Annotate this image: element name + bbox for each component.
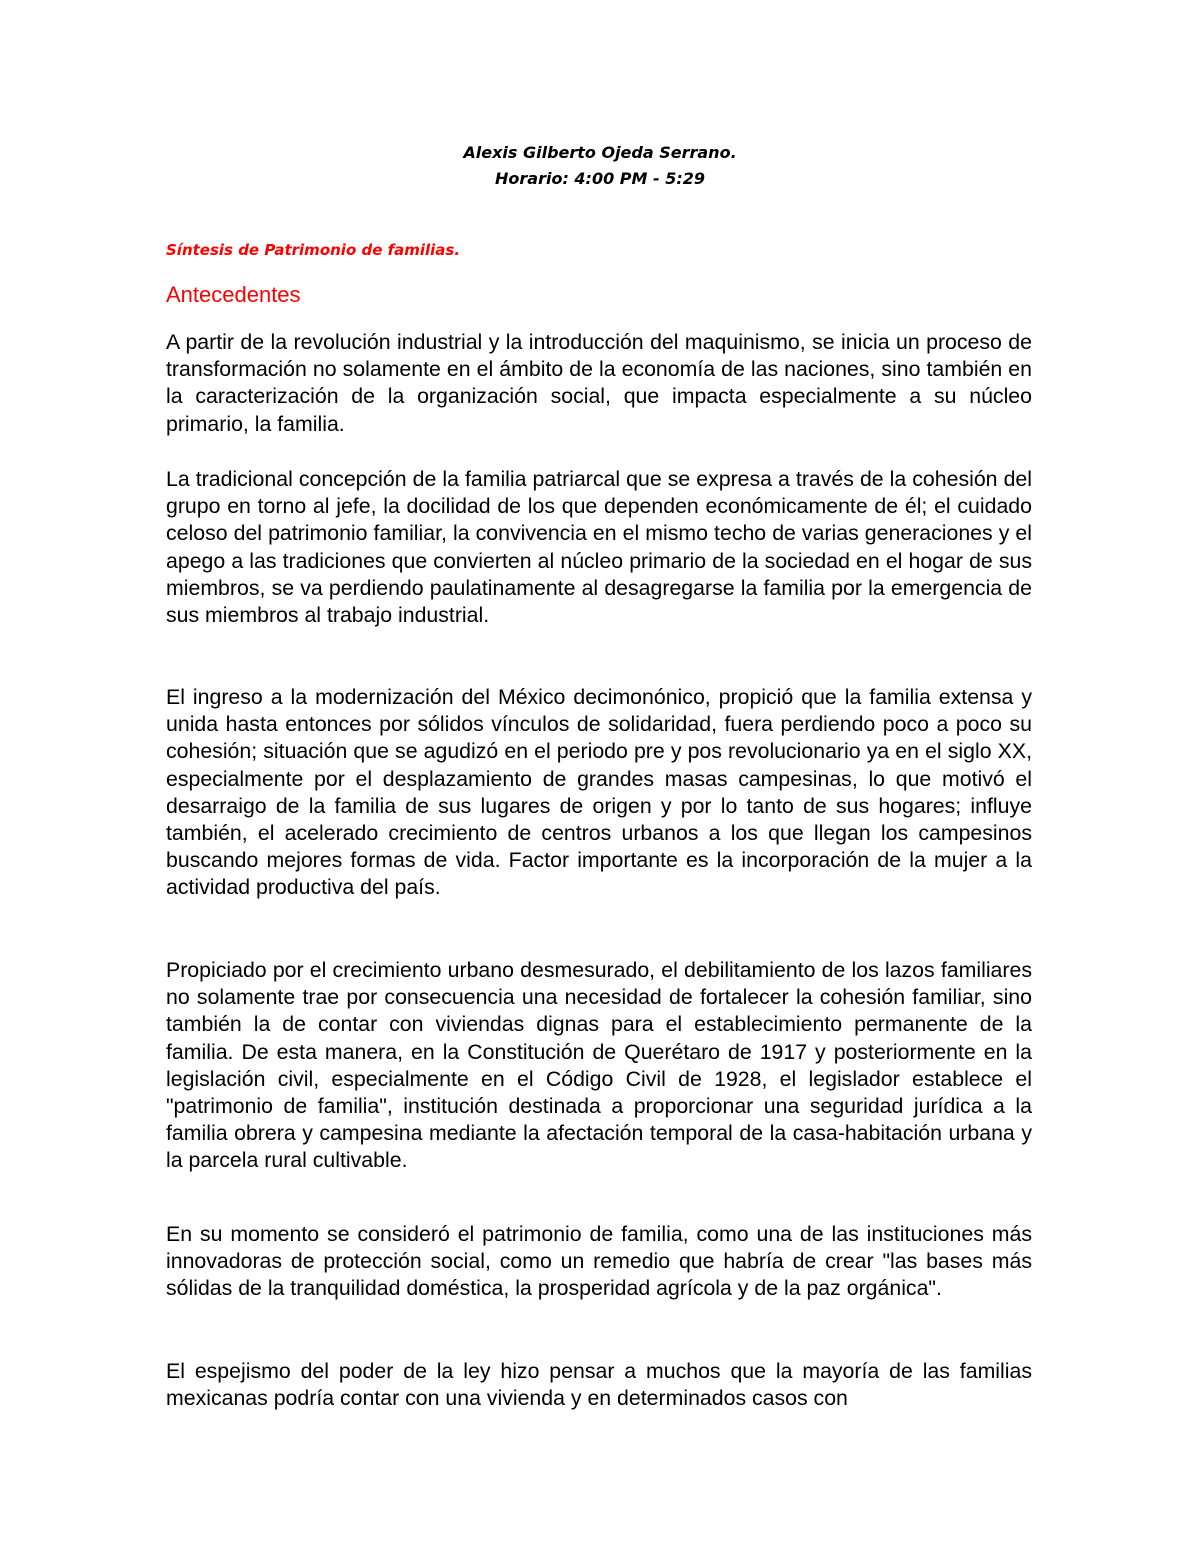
paragraph-4: Propiciado por el crecimiento urbano desmesurado, el debilitamiento de los lazos familiares no solamente trae por consecuencia una necesidad de fortalecer la cohesión familiar, sino también la de contar con viviendas dignas para el establecimiento permanente de la familia. De esta manera, en la Constitución de Querétaro de 1917 y posteriormente en la legislación civil, especialmente en el Código Civil de 1928, el legislador establece el "patrimonio de familia", institución destinada a proporcionar una seguridad jurídica a la familia obrera y campesina mediante la afectación temporal de la casa-habitación urbana y la parcela rural cultivable. xyxy=(166,958,1032,1173)
paragraph-2: La tradicional concepción de la familia patriarcal que se expresa a través de la cohesión del grupo en torno al jefe, la docilidad de los que dependen económicamente de él; el cuidado celoso del patrimonio familiar, la convivencia en el mismo techo de varias generaciones y el apego a las tradiciones que convierten al núcleo primario de la sociedad en el hogar de sus miembros, se va perdiendo paulatinamente al desagregarse la familia por la emergencia de sus miembros al trabajo industrial. xyxy=(166,467,1032,628)
author-name: Alexis Gilberto Ojeda Serrano. xyxy=(463,143,737,162)
class-schedule: Horario: 4:00 PM - 5:29 xyxy=(495,169,705,188)
paragraph-5: En su momento se consideró el patrimonio de familia, como una de las instituciones más innovadoras de protección social, como un remedio que habría de crear "las bases más sólidas de la tranquilidad doméstica, la prosperidad agrícola y de la paz orgánica". xyxy=(166,1222,1032,1301)
paragraph-6: El espejismo del poder de la ley hizo pensar a muchos que la mayoría de las familias mexicanas podría contar con una vivienda y en determinados casos con xyxy=(166,1359,1032,1411)
document-header xyxy=(0,140,1200,192)
paragraph-3: El ingreso a la modernización del México decimonónico, propició que la familia extensa y unida hasta entonces por sólidos vínculos de solidaridad, fuera perdiendo poco a poco su cohesión; situación que se agudizó en el periodo pre y pos revolucionario ya en el siglo XX, especialmente por el desplazamiento de grandes masas campesinas, lo que motivó el desarraigo de la familia de sus lugares de origen y por lo tanto de sus hogares; influye también, el acelerado crecimiento de centros urbanos a los que llegan los campesinos buscando mejores formas de vida. Factor importante es la incorporación de la mujer a la actividad productiva del país. xyxy=(166,685,1032,900)
paragraph-1: A partir de la revolución industrial y la introducción del maquinismo, se inicia un proceso de transformación no solamente en el ámbito de la economía de las naciones, sino también en la caracterización de la organización social, que impacta especialmente a su núcleo primario, la familia. xyxy=(166,330,1032,436)
section-heading: Antecedentes xyxy=(166,282,301,307)
document-subject: Síntesis de Patrimonio de familias. xyxy=(166,241,461,259)
